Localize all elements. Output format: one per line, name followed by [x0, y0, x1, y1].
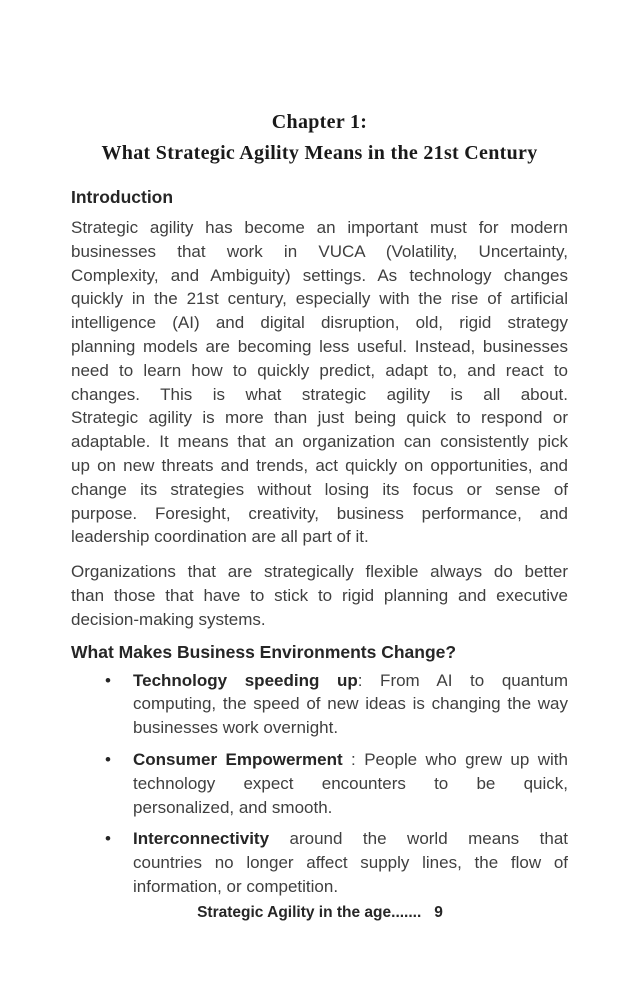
- text-line: changes. This is what strategic agility is all about.: [71, 384, 568, 404]
- bullet-item-consumer: [71, 748, 568, 819]
- bullet-item-technology: [71, 669, 568, 740]
- text-line: adaptable. It means that an organization can consistently pick: [71, 432, 568, 452]
- text-line: businesses work overnight.: [133, 718, 339, 738]
- text-line: planning models are becoming less useful. Instead, businesses: [71, 336, 568, 356]
- bullet-marker: •: [105, 749, 111, 769]
- bullet-marker: •: [105, 829, 111, 849]
- bullet-text-consumer: [133, 748, 568, 819]
- footer-running-title: Strategic Agility in the age.......: [197, 904, 422, 921]
- text-line: computing, the speed of new ideas is changing the way: [133, 694, 568, 714]
- section-heading-change-drivers: What Makes Business Environments Change?: [71, 641, 457, 662]
- text-line: change its strategies without losing its focus or sense of: [71, 479, 568, 499]
- chapter-title-block: [71, 107, 568, 170]
- text-line: leadership coordination are all part of it.: [71, 527, 369, 547]
- text-line: Organizations that are strategically flexible always do better: [71, 562, 568, 582]
- text-line: Strategic agility has become an important must for modern: [71, 218, 568, 237]
- text-line: countries no longer affect supply lines, the flow of: [133, 853, 568, 873]
- text-line: Consumer Empowerment : People who grew up with: [133, 749, 568, 769]
- text-line: Interconnectivity around the world means that: [133, 829, 568, 849]
- page-content: [71, 107, 568, 899]
- text-line: up on new threats and trends, act quickly on opportunities, and: [71, 455, 568, 475]
- bullet-marker: •: [105, 670, 111, 690]
- page-footer: [0, 902, 640, 924]
- bullet-item-interconnectivity: [71, 827, 568, 898]
- text-line: need to learn how to quickly predict, adapt to, and react to: [71, 360, 568, 380]
- bullet-text-interconnectivity: [133, 827, 568, 898]
- bullet-list: [71, 669, 568, 899]
- intro-paragraph-2: [71, 560, 568, 631]
- text-line: intelligence (AI) and digital disruption, old, rigid strategy: [71, 313, 568, 333]
- text-line: businesses that work in VUCA (Volatility, Uncertainty,: [71, 241, 568, 261]
- chapter-title: What Strategic Agility Means in the 21st Century: [101, 142, 538, 164]
- text-line: information, or competition.: [133, 876, 339, 896]
- text-line: quickly in the 21st century, especially with the rise of artificial: [71, 289, 568, 309]
- page-number: 9: [434, 904, 443, 921]
- text-line: decision-making systems.: [71, 609, 266, 629]
- text-line: than those that have to stick to rigid planning and executive: [71, 585, 568, 605]
- intro-paragraph-1: [71, 216, 568, 549]
- text-line: technology expect encounters to be quick,: [133, 773, 568, 793]
- text-line: personalized, and smooth.: [133, 797, 333, 817]
- text-line: Complexity, and Ambiguity) settings. As technology changes: [71, 265, 568, 285]
- text-line: purpose. Foresight, creativity, business performance, and: [71, 503, 568, 523]
- text-line: Strategic agility is more than just being quick to respond or: [71, 408, 568, 428]
- bullet-text-technology: [133, 669, 568, 740]
- chapter-label: Chapter 1:: [271, 111, 368, 133]
- section-heading-introduction: Introduction: [71, 187, 174, 207]
- text-line: Technology speeding up: From AI to quantum: [133, 670, 568, 690]
